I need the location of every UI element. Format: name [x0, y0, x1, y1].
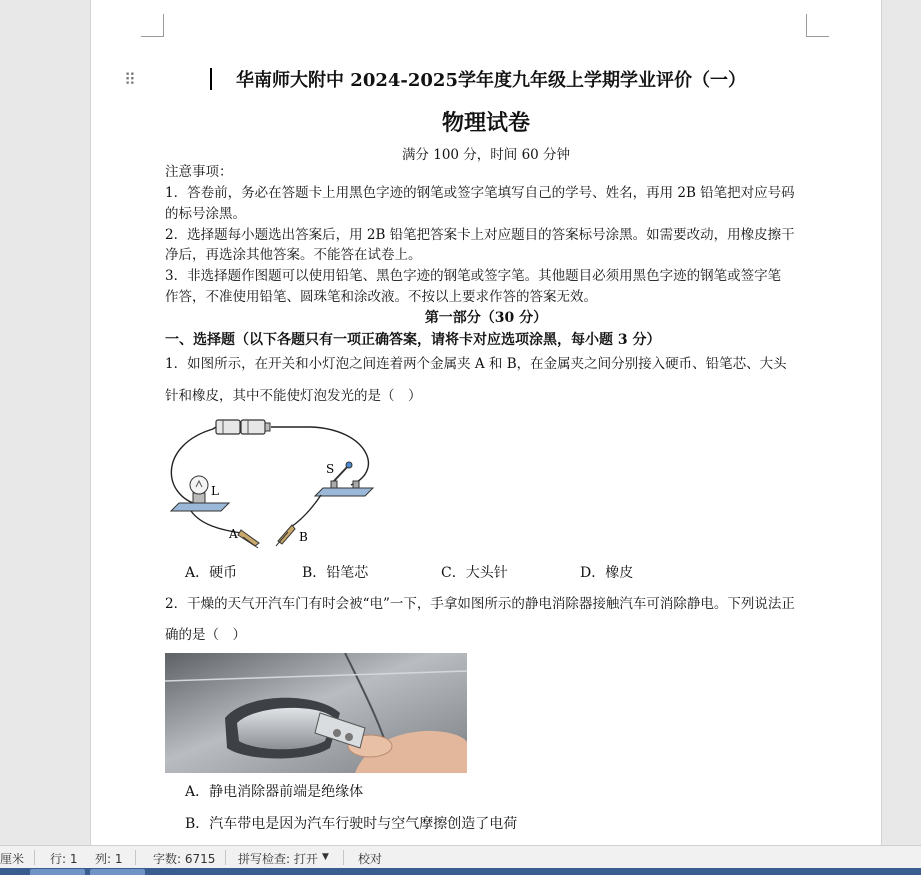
note-line: 2．选择题每小题选出答案后，用 2B 铅笔把答案卡上对应题目的答案标号涂黑。如需要改动，用橡皮擦干 [165, 227, 795, 243]
chevron-down-icon[interactable]: ▼ [322, 852, 329, 862]
q1-option-c: C．大头针 [441, 565, 508, 581]
note-line: 1．答卷前，务必在答题卡上用黑色字迹的钢笔或签字笔填写自己的学号、姓名，再用 2B 铅笔把对应号码 [165, 185, 795, 201]
lamp-label: L [211, 484, 219, 498]
clip-b-icon [276, 525, 295, 546]
status-divider [135, 850, 136, 865]
switch-label: S [326, 462, 335, 476]
status-proofread[interactable]: 校对 [358, 852, 383, 866]
status-unit[interactable]: 厘米 [0, 852, 25, 866]
question-2-line-2: 确的是（ ） [165, 627, 246, 643]
q1-option-b: B．铅笔芯 [302, 565, 369, 581]
crop-mark-top-right [806, 14, 829, 37]
status-bar [0, 845, 921, 869]
switch-icon [315, 462, 373, 496]
part-heading: 第一部分（30 分） [424, 310, 548, 326]
q2-option-a: A．静电消除器前端是绝缘体 [185, 784, 364, 800]
section-title: 一、选择题（以下各题只有一项正确答案，请将卡对应选项涂黑，每小题 3 分） [165, 332, 661, 348]
status-divider [34, 850, 35, 865]
note-line: 的标号涂黑。 [165, 206, 246, 222]
crop-mark-top-left [141, 14, 164, 37]
static-eliminator-photo [165, 653, 467, 773]
hand-icon [348, 731, 467, 773]
clip-b-label: B [299, 530, 308, 544]
status-column[interactable]: 列: 1 [95, 852, 123, 866]
question-1-line-2: 针和橡皮，其中不能使灯泡发光的是（ ） [165, 388, 422, 404]
q1-option-a: A．硬币 [185, 565, 238, 581]
clip-a-icon [238, 530, 259, 548]
status-word-count[interactable]: 字数: 6715 [153, 852, 216, 866]
status-spellcheck[interactable]: 拼写检查: 打开 [238, 852, 318, 866]
status-row[interactable]: 行: 1 [50, 852, 78, 866]
status-divider [343, 850, 344, 865]
notes-heading: 注意事项： [165, 164, 233, 180]
battery-icon [216, 420, 270, 434]
taskbar-button[interactable] [30, 869, 85, 875]
drag-handle-icon[interactable]: ⠿ [124, 70, 135, 89]
document-page [90, 0, 882, 845]
circuit-figure [161, 415, 386, 550]
question-2-line-1: 2．干燥的天气开汽车门有时会被“电”一下，手拿如图所示的静电消除器接触汽车可消除静电。下列说法正 [165, 596, 795, 612]
title-line-2: 物理试卷 [441, 110, 530, 136]
taskbar-button[interactable] [90, 869, 145, 875]
taskbar [0, 868, 921, 875]
note-line: 作答，不准使用铅笔、圆珠笔和涂改液。不按以上要求作答的答案无效。 [165, 289, 597, 305]
note-line: 净后，再选涂其他答案。不能答在试卷上。 [165, 247, 422, 263]
question-1-line-1: 1．如图所示，在开关和小灯泡之间连着两个金属夹 A 和 B，在金属夹之间分别接入硬币、铅笔芯、大头 [165, 356, 787, 372]
exam-subtitle: 满分 100 分，时间 60 分钟 [401, 147, 571, 163]
status-divider [225, 850, 226, 865]
q2-option-b: B．汽车带电是因为汽车行驶时与空气摩擦创造了电荷 [185, 816, 518, 832]
q1-option-d: D．橡皮 [580, 565, 634, 581]
title-line-1: 华南师大附中 2024-2025学年度九年级上学期学业评价（一） [236, 70, 746, 91]
clip-a-label: A [229, 527, 238, 541]
note-line: 3．非选择题作图题可以使用铅笔、黑色字迹的钢笔或签字笔。其他题目必须用黑色字迹的钢笔或签字笔 [165, 268, 782, 284]
